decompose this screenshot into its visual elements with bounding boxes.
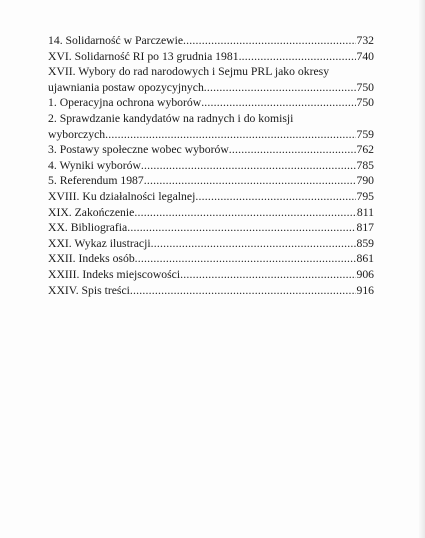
toc-entry bbox=[48, 205, 374, 221]
toc-entry-page: 750 bbox=[356, 80, 374, 94]
toc-entry bbox=[48, 95, 374, 111]
toc-entry-page: 732 bbox=[356, 34, 374, 47]
toc-entry-title: 3. Postawy społeczne wobec wyborów bbox=[48, 143, 229, 157]
toc-entry bbox=[48, 189, 374, 205]
toc-entry-title: XXIV. Spis treści bbox=[48, 283, 130, 297]
toc-entry-title: ujawniania postaw opozycyjnych bbox=[48, 80, 204, 94]
toc-entry-title: XXIII. Indeks miejscowości bbox=[48, 267, 181, 281]
toc-entry-page: 861 bbox=[356, 252, 374, 266]
toc-entry-page: 762 bbox=[356, 143, 374, 157]
toc-entry bbox=[48, 142, 374, 158]
toc-entry-page: 790 bbox=[356, 174, 374, 188]
toc-entry bbox=[48, 49, 374, 65]
toc-entry-title: XVIII. Ku działalności legalnej bbox=[48, 189, 196, 203]
toc-leader-dots bbox=[239, 49, 357, 65]
toc-entry bbox=[48, 220, 374, 236]
toc-entry-title: XX. Bibliografia bbox=[48, 221, 128, 235]
toc-entry bbox=[48, 127, 374, 143]
toc-entry-title: wyborczych bbox=[48, 127, 106, 141]
toc-leader-dots bbox=[201, 95, 356, 111]
toc-entry-page: 811 bbox=[356, 205, 374, 219]
toc-entry bbox=[48, 173, 374, 189]
toc-entry-page: 750 bbox=[356, 96, 374, 110]
toc-entry-page: 859 bbox=[356, 236, 374, 250]
toc-leader-dots bbox=[144, 173, 357, 189]
toc-leader-dots bbox=[134, 205, 357, 221]
toc-entry-page: 785 bbox=[356, 158, 374, 172]
toc-leader-dots bbox=[135, 251, 357, 267]
toc-entry-title: XXII. Indeks osób bbox=[48, 252, 135, 266]
toc-leader-dots bbox=[183, 33, 356, 49]
toc-entry-title: 1. Operacyjna ochrona wyborów bbox=[48, 96, 202, 110]
toc-entry-page: 740 bbox=[356, 49, 374, 63]
toc-entry-page: 916 bbox=[356, 283, 374, 297]
toc-entry-title: 5. Referendum 1987 bbox=[48, 174, 144, 188]
toc-leader-dots bbox=[151, 236, 357, 252]
toc-entry bbox=[48, 267, 374, 283]
toc-entry bbox=[48, 251, 374, 267]
toc-leader-dots bbox=[130, 283, 357, 299]
toc-entry-line1 bbox=[48, 64, 374, 80]
toc-entry-page: 817 bbox=[356, 221, 374, 235]
table-of-contents bbox=[48, 33, 374, 298]
toc-leader-dots bbox=[105, 127, 356, 143]
toc-entry-page: 795 bbox=[356, 189, 374, 203]
toc-entry bbox=[48, 33, 374, 49]
toc-leader-dots bbox=[127, 220, 356, 236]
toc-leader-dots bbox=[229, 142, 357, 158]
toc-entry-title: 14. Solidarność w Parczewie bbox=[48, 34, 184, 47]
toc-entry-title: XXI. Wykaz ilustracji bbox=[48, 236, 151, 250]
toc-entry-title-line1: XVII. Wybory do rad narodowych i Sejmu PRL jako okresy bbox=[48, 65, 330, 79]
toc-entry bbox=[48, 236, 374, 252]
toc-entry bbox=[48, 283, 374, 299]
toc-entry-line1 bbox=[48, 111, 374, 127]
toc-entry bbox=[48, 80, 374, 96]
page-edge-shadow bbox=[419, 0, 425, 538]
toc-entry-title: 4. Wyniki wyborów bbox=[48, 158, 141, 172]
toc-entry-title: XIX. Zakończenie bbox=[48, 205, 135, 219]
toc-leader-dots bbox=[141, 158, 357, 174]
toc-leader-dots bbox=[204, 80, 357, 96]
toc-entry-title: XVI. Solidarność RI po 13 grudnia 1981 bbox=[48, 49, 239, 63]
toc-leader-dots bbox=[180, 267, 356, 283]
toc-leader-dots bbox=[195, 189, 356, 205]
toc-entry-page: 759 bbox=[356, 127, 374, 141]
toc-entry bbox=[48, 158, 374, 174]
toc-entry-page: 906 bbox=[356, 267, 374, 281]
toc-entry-title-line1: 2. Sprawdzanie kandydatów na radnych i do komisji bbox=[48, 111, 294, 125]
